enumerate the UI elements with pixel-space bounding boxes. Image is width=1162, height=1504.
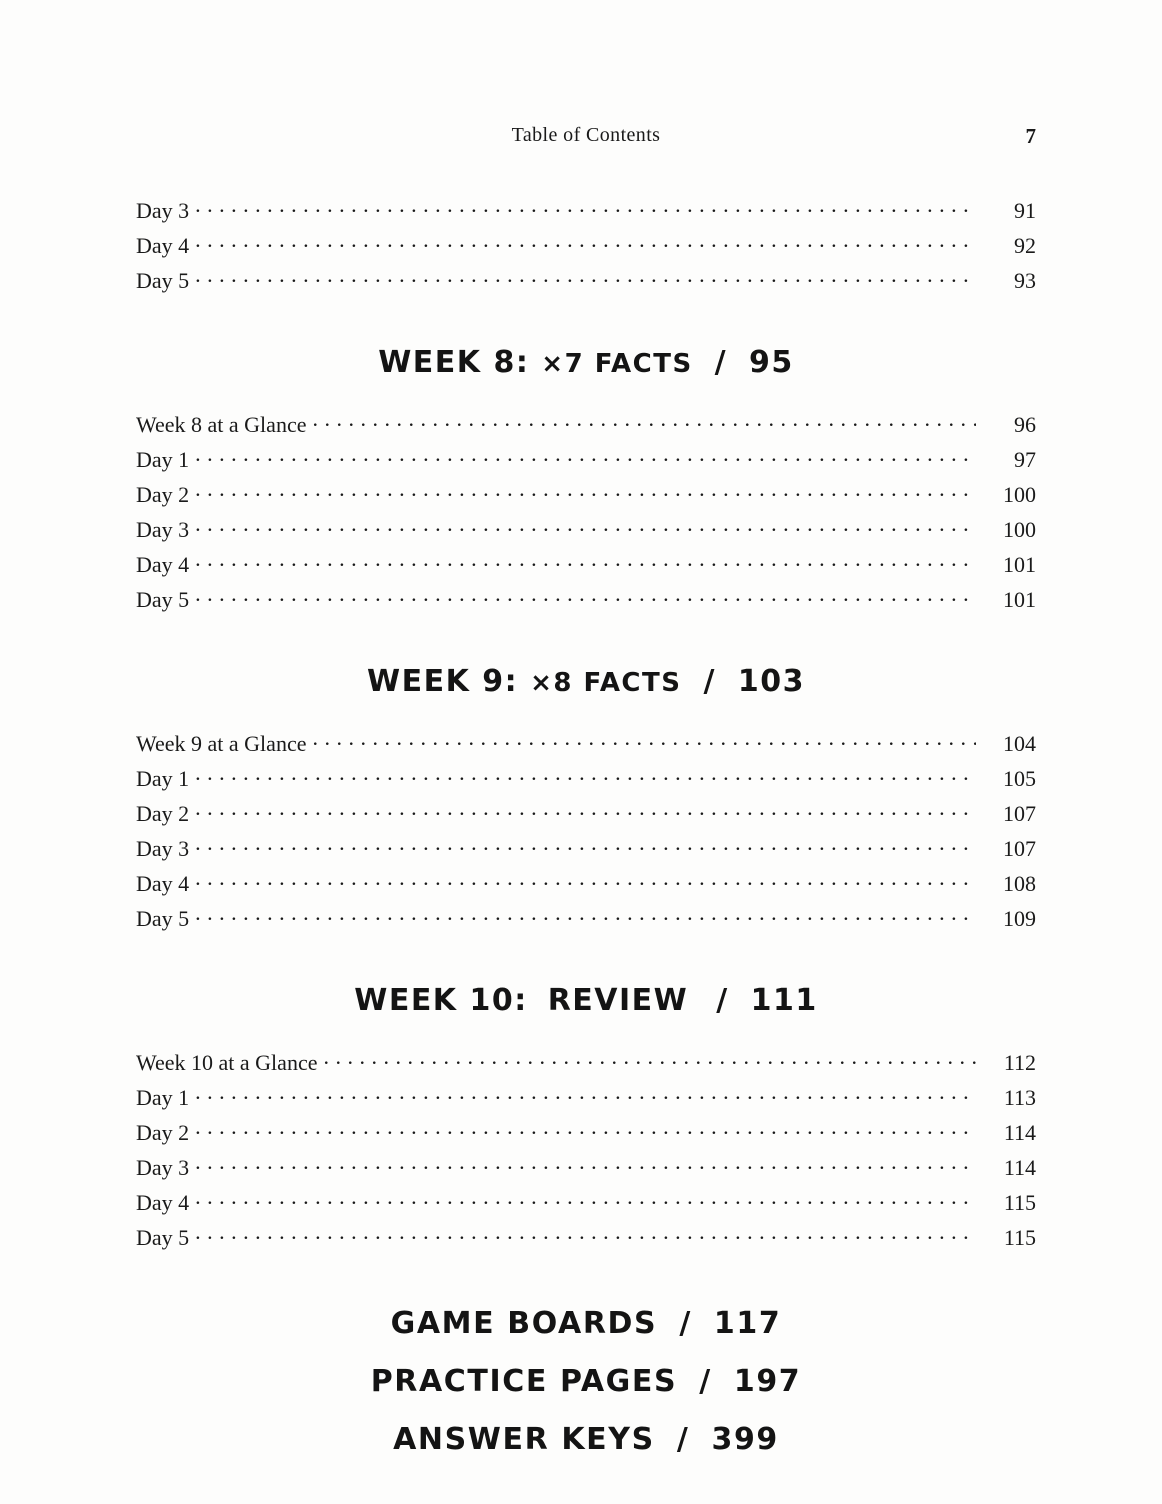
toc-entry-page: 114 xyxy=(1003,1120,1036,1145)
section-heading-week-8[interactable] xyxy=(136,345,1036,380)
toc-entry-page: 100 xyxy=(1003,517,1036,542)
toc-entry-label: Day 4 xyxy=(136,552,190,577)
back-matter-separator: / xyxy=(676,1422,690,1457)
toc-group-week-9 xyxy=(136,729,1036,939)
toc-entry[interactable] xyxy=(136,445,1036,480)
toc-entry-label: Day 4 xyxy=(136,233,190,258)
running-head xyxy=(136,124,1036,154)
dot-leader xyxy=(195,1153,976,1175)
toc-entry-label: Day 1 xyxy=(136,766,190,791)
dot-leader xyxy=(195,266,976,288)
toc-entry[interactable] xyxy=(136,266,1036,301)
back-matter-label: GAME BOARDS xyxy=(390,1306,658,1341)
section-heading-main: WEEK 9: xyxy=(367,664,519,699)
section-heading-main: WEEK 10: xyxy=(354,983,528,1018)
section-heading-page: 103 xyxy=(737,664,805,699)
toc-entry[interactable] xyxy=(136,196,1036,231)
toc-entry-page: 108 xyxy=(1003,871,1036,896)
toc-entry-page: 100 xyxy=(1003,482,1036,507)
toc-entry-label: Day 2 xyxy=(136,482,190,507)
dot-leader xyxy=(195,1083,976,1105)
toc-entry-label: Day 5 xyxy=(136,268,190,293)
section-heading-separator: / xyxy=(703,664,716,699)
toc-entry-label: Day 3 xyxy=(136,517,190,542)
toc-entry-label: Day 4 xyxy=(136,871,190,896)
toc-entry-page: 115 xyxy=(1003,1225,1036,1250)
toc-entry-page: 114 xyxy=(1003,1155,1036,1180)
toc-entry-page: 107 xyxy=(1003,801,1036,826)
back-matter-separator: / xyxy=(699,1364,712,1399)
toc-entry-page: 109 xyxy=(1003,906,1036,931)
toc-entry-page: 112 xyxy=(1003,1050,1036,1075)
toc-entry-label: Week 8 at a Glance xyxy=(136,412,307,437)
dot-leader xyxy=(195,550,976,572)
dot-leader xyxy=(195,1118,976,1140)
dot-leader xyxy=(195,764,976,786)
dot-leader xyxy=(195,231,976,253)
toc-entry-label: Day 1 xyxy=(136,447,190,472)
toc-group-continuation xyxy=(136,196,1036,301)
toc-entry-page: 105 xyxy=(1003,766,1036,791)
toc-entry[interactable] xyxy=(136,1048,1036,1083)
toc-entry-page: 97 xyxy=(1014,447,1036,472)
section-heading-page: 95 xyxy=(749,345,794,380)
dot-leader xyxy=(195,904,976,926)
toc-entry[interactable] xyxy=(136,1153,1036,1188)
dot-leader xyxy=(195,1223,976,1245)
section-heading-separator: / xyxy=(716,983,729,1018)
toc-entry[interactable] xyxy=(136,1188,1036,1223)
section-heading-main: WEEK 8: xyxy=(378,345,530,380)
toc-group-week-10 xyxy=(136,1048,1036,1258)
back-matter-page: 197 xyxy=(733,1364,802,1399)
toc-entry-page: 96 xyxy=(1014,412,1036,437)
section-heading-page: 111 xyxy=(750,983,818,1018)
toc-entry[interactable] xyxy=(136,515,1036,550)
dot-leader xyxy=(323,1048,976,1070)
toc-entry-label: Day 5 xyxy=(136,587,190,612)
toc-entry[interactable] xyxy=(136,410,1036,445)
dot-leader xyxy=(195,445,976,467)
dot-leader xyxy=(312,729,976,751)
toc-entry-page: 92 xyxy=(1014,233,1036,258)
toc-entry-label: Day 1 xyxy=(136,1085,190,1110)
page-number: 7 xyxy=(1025,124,1036,148)
dot-leader xyxy=(195,834,976,856)
toc-entry[interactable] xyxy=(136,1223,1036,1258)
dot-leader xyxy=(195,585,976,607)
toc-entry[interactable] xyxy=(136,231,1036,266)
back-matter-page: 399 xyxy=(711,1422,779,1457)
toc-entry[interactable] xyxy=(136,550,1036,585)
toc-entry[interactable] xyxy=(136,1083,1036,1118)
section-heading-rest: REVIEW xyxy=(547,983,689,1018)
back-matter-label: ANSWER KEYS xyxy=(393,1422,655,1457)
toc-entry-label: Week 9 at a Glance xyxy=(136,731,307,756)
dot-leader xyxy=(195,1188,976,1210)
toc-entry-label: Week 10 at a Glance xyxy=(136,1050,318,1075)
dot-leader xyxy=(195,799,976,821)
toc-entry[interactable] xyxy=(136,799,1036,834)
toc-entry-page: 113 xyxy=(1003,1085,1036,1110)
dot-leader xyxy=(195,869,976,891)
dot-leader xyxy=(195,480,976,502)
dot-leader xyxy=(195,196,976,218)
toc-entry-label: Day 4 xyxy=(136,1190,190,1215)
toc-entry-label: Day 2 xyxy=(136,801,190,826)
toc-entry-page: 107 xyxy=(1003,836,1036,861)
toc-entry[interactable] xyxy=(136,834,1036,869)
toc-entry-label: Day 3 xyxy=(136,1155,190,1180)
toc-entry-page: 104 xyxy=(1003,731,1036,756)
table-of-contents xyxy=(136,196,1036,1480)
toc-entry[interactable] xyxy=(136,480,1036,515)
running-head-title: Table of Contents xyxy=(511,124,661,146)
toc-entry-label: Day 3 xyxy=(136,198,190,223)
toc-entry[interactable] xyxy=(136,585,1036,620)
back-matter-practice-pages[interactable] xyxy=(136,1364,1036,1422)
toc-entry-page: 115 xyxy=(1003,1190,1036,1215)
toc-entry[interactable] xyxy=(136,904,1036,939)
back-matter xyxy=(136,1306,1036,1480)
section-heading-separator: / xyxy=(714,345,728,380)
section-heading-week-10[interactable] xyxy=(136,983,1036,1018)
back-matter-separator: / xyxy=(679,1306,692,1341)
toc-entry-label: Day 3 xyxy=(136,836,190,861)
toc-entry-page: 101 xyxy=(1003,587,1036,612)
dot-leader xyxy=(195,515,976,537)
section-heading-rest: ×7 FACTS xyxy=(541,349,693,379)
toc-entry-page: 101 xyxy=(1003,552,1036,577)
toc-group-week-8 xyxy=(136,410,1036,620)
toc-entry-label: Day 2 xyxy=(136,1120,190,1145)
dot-leader xyxy=(312,410,976,432)
back-matter-game-boards[interactable] xyxy=(136,1306,1036,1364)
toc-entry[interactable] xyxy=(136,869,1036,904)
toc-entry[interactable] xyxy=(136,1118,1036,1153)
toc-entry[interactable] xyxy=(136,729,1036,764)
toc-entry-label: Day 5 xyxy=(136,1225,190,1250)
section-heading-rest: ×8 FACTS xyxy=(530,668,682,698)
toc-entry-page: 91 xyxy=(1014,198,1036,223)
toc-entry[interactable] xyxy=(136,764,1036,799)
back-matter-answer-keys[interactable] xyxy=(136,1422,1036,1480)
back-matter-page: 117 xyxy=(713,1306,782,1341)
back-matter-label: PRACTICE PAGES xyxy=(370,1364,678,1399)
section-heading-week-9[interactable] xyxy=(136,664,1036,699)
toc-entry-page: 93 xyxy=(1014,268,1036,293)
toc-entry-label: Day 5 xyxy=(136,906,190,931)
